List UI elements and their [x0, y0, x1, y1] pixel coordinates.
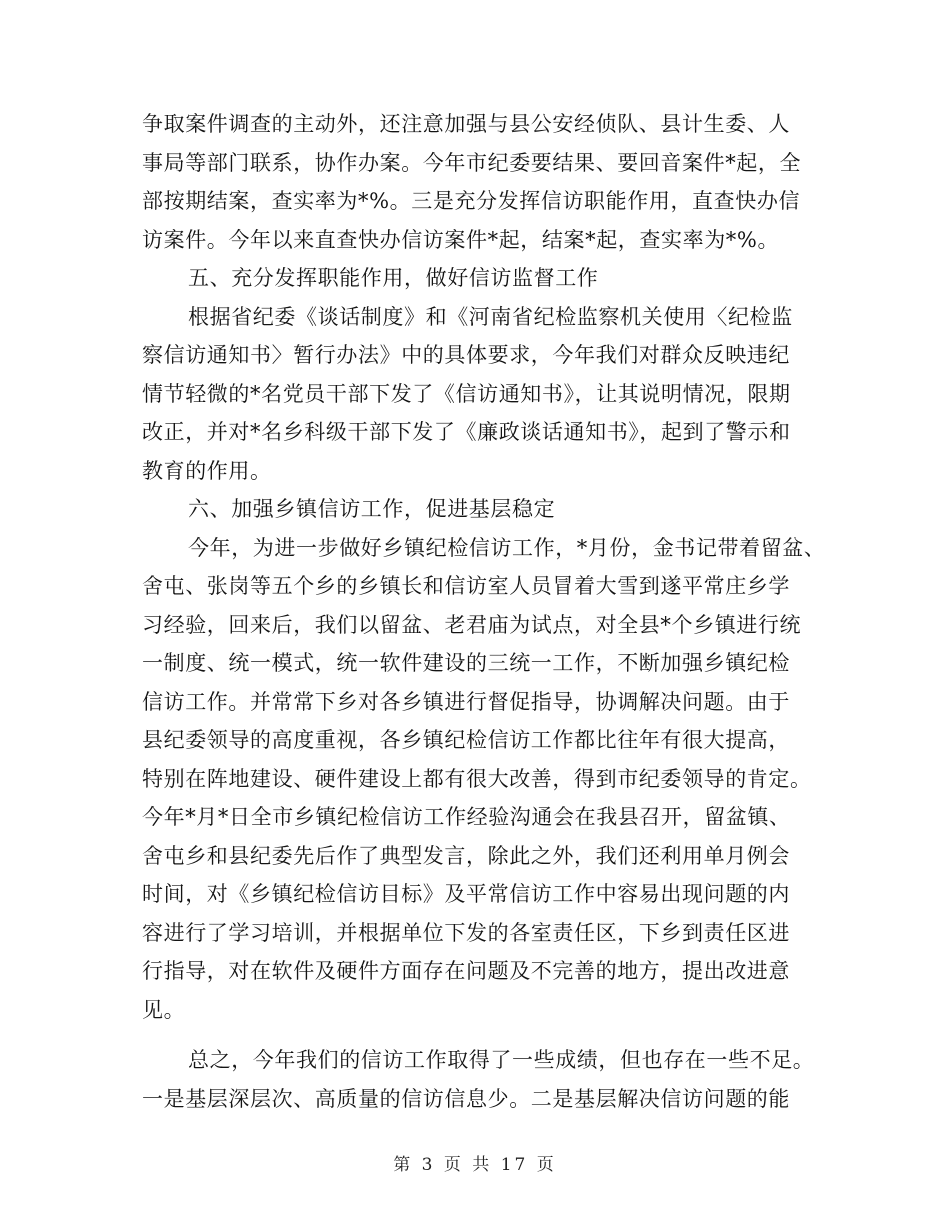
- text-line: 改正，并对*名乡科级干部下发了《廉政谈话通知书》，起到了警示和: [142, 420, 791, 444]
- text-line: 访案件。今年以来直查快办信访案件*起，结案*起，查实率为*%。: [142, 227, 780, 252]
- text-line: 信访工作。并常常下乡对各乡镇进行督促指导，协调解决问题。由于: [142, 689, 790, 714]
- text-line: 行指导，对在软件及硬件方面存在问题及不完善的地方，提出改进意: [142, 959, 790, 983]
- text-line: 特别在阵地建设、硬件建设上都有很大改善，得到市纪委领导的肯定。: [142, 766, 812, 791]
- text-line: 今年*月*日全市乡镇纪检信访工作经验沟通会在我县召开，留盆镇、: [142, 805, 791, 829]
- text-line: 一是基层深层次、高质量的信访信息少。二是基层解决信访问题的能: [142, 1086, 790, 1111]
- text-line: 县纪委领导的高度重视，各乡镇纪检信访工作都比往年有很大提高，: [142, 728, 790, 752]
- text-line: 争取案件调查的主动外，还注意加强与县公安经侦队、县计生委、人: [142, 112, 790, 136]
- text-line: 事局等部门联系，协作办案。今年市纪委要结果、要回音案件*起，全: [142, 150, 802, 175]
- text-line: 根据省纪委《谈话制度》和《河南省纪检监察机关使用〈纪检监: [188, 304, 793, 329]
- text-line: 察信访通知书〉暂行办法》中的具体要求，今年我们对群众反映违纪: [142, 343, 790, 367]
- text-line: 部按期结案，查实率为*%。三是充分发挥信访职能作用，直查快办信: [142, 189, 801, 213]
- text-line: 习经验，回来后，我们以留盆、老君庙为试点，对全县*个乡镇进行统: [142, 612, 802, 637]
- text-line: 舍屯乡和县纪委先后作了典型发言，除此之外，我们还利用单月例会: [142, 843, 790, 868]
- body-text: [142, 105, 832, 1118]
- text-line: 容进行了学习培训，并根据单位下发的各室责任区，下乡到责任区进: [142, 920, 790, 945]
- section-heading: 六、加强乡镇信访工作，促进基层稳定: [188, 497, 556, 521]
- text-line: 舍屯、张岗等五个乡的乡镇长和信访室人员冒着大雪到遂平常庄乡学: [142, 574, 790, 598]
- text-line: 今年，为进一步做好乡镇纪检信访工作，*月份，金书记带着留盆、: [188, 535, 826, 560]
- page-footer: 第 3 页 共 17 页: [393, 1155, 557, 1175]
- text-line: 总之，今年我们的信访工作取得了一些成绩，但也存在一些不足。: [188, 1048, 815, 1072]
- text-line: 时间，对《乡镇纪检信访目标》及平常信访工作中容易出现问题的内: [142, 882, 790, 906]
- text-line: 情节轻微的*名党员干部下发了《信访通知书》，让其说明情况，限期: [142, 381, 791, 406]
- section-heading: 五、充分发挥职能作用，做好信访监督工作: [188, 266, 599, 290]
- text-line: 教育的作用。: [142, 458, 272, 483]
- text-line: 一制度、统一模式，统一软件建设的三统一工作，不断加强乡镇纪检: [142, 651, 790, 675]
- text-line: 见。: [142, 997, 186, 1022]
